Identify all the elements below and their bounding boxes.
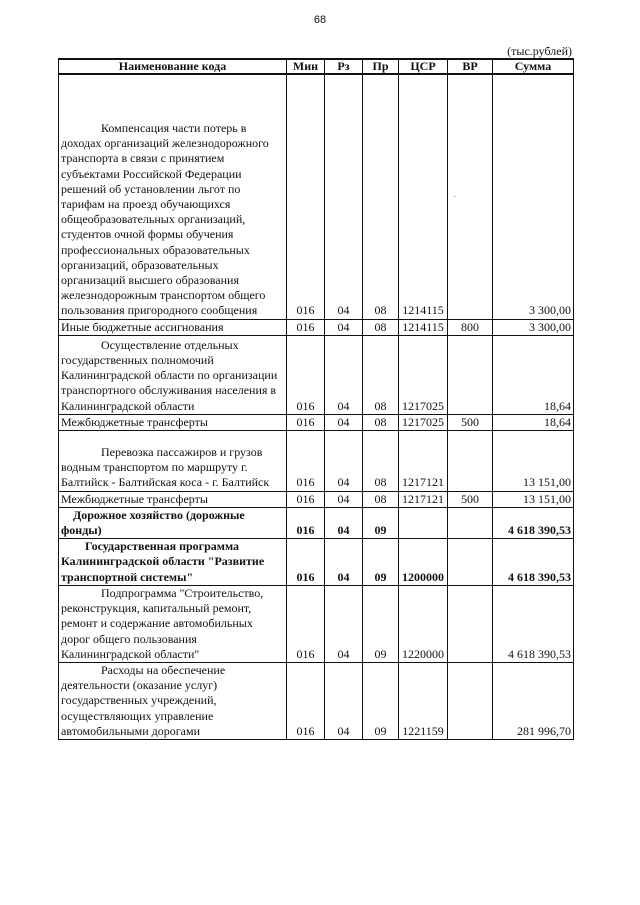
row-name: Перевозка пассажиров и грузов водным транспортом по маршруту г. Балтийск - Балтийская коса - г. Балтийск (59, 431, 287, 492)
row-rz: 04 (325, 414, 363, 430)
row-rz: 04 (325, 491, 363, 507)
row-rz: 04 (325, 431, 363, 492)
row-name: Межбюджетные трансферты (59, 491, 287, 507)
row-rz: 04 (325, 74, 363, 319)
row-csr: 1217121 (399, 431, 448, 492)
row-pr: 09 (363, 539, 399, 586)
row-name: Государственная программа Калининградской области "Развитие транспортной системы" (59, 539, 287, 586)
row-min: 016 (287, 585, 325, 662)
row-vr: 500 (448, 414, 493, 430)
row-pr: 08 (363, 335, 399, 414)
row-rz: 04 (325, 507, 363, 538)
row-sum: 3 300,00 (493, 74, 574, 319)
row-sum: 4 618 390,53 (493, 585, 574, 662)
row-min: 016 (287, 74, 325, 319)
row-pr: 08 (363, 431, 399, 492)
row-min: 016 (287, 414, 325, 430)
col-header-csr: ЦСР (399, 59, 448, 74)
col-header-rz: Рз (325, 59, 363, 74)
row-pr: 09 (363, 585, 399, 662)
table-row (59, 507, 574, 538)
col-header-sum: Сумма (493, 59, 574, 74)
row-sum: 13 151,00 (493, 491, 574, 507)
row-csr: 1217025 (399, 335, 448, 414)
row-sum: 4 618 390,53 (493, 539, 574, 586)
row-csr: 1200000 (399, 539, 448, 586)
row-pr: 08 (363, 491, 399, 507)
col-header-name: Наименование кода (59, 59, 287, 74)
row-name: Осуществление отдельных государственных полномочий Калининградской области по организации транспортного обслуживания населения в Калининградской области (59, 335, 287, 414)
row-rz: 04 (325, 539, 363, 586)
row-sum: 18,64 (493, 414, 574, 430)
row-min: 016 (287, 539, 325, 586)
row-pr: 08 (363, 319, 399, 335)
table-row (59, 662, 574, 739)
row-sum: 13 151,00 (493, 431, 574, 492)
row-csr: 1221159 (399, 662, 448, 739)
col-header-min: Мин (287, 59, 325, 74)
row-name: Расходы на обеспечение деятельности (оказание услуг) государственных учреждений, осуществляющих управление автомобильными дорогами (59, 662, 287, 739)
table-row (59, 74, 574, 319)
row-name: Подпрограмма "Строительство, реконструкция, капитальный ремонт, ремонт и содержание автомобильных дорог общего пользования Калининградской области" (59, 585, 287, 662)
row-min: 016 (287, 507, 325, 538)
row-sum: 18,64 (493, 335, 574, 414)
table-row (59, 491, 574, 507)
row-vr: 500 (448, 491, 493, 507)
units-label: (тыс.рублей) (507, 44, 572, 58)
row-vr (448, 662, 493, 739)
row-csr (399, 507, 448, 538)
col-header-vr: ВР (448, 59, 493, 74)
row-rz: 04 (325, 335, 363, 414)
row-sum: 281 996,70 (493, 662, 574, 739)
row-vr (448, 431, 493, 492)
scan-speck: · (453, 192, 457, 203)
row-vr (448, 585, 493, 662)
row-csr: 1214115 (399, 74, 448, 319)
table-row (59, 414, 574, 430)
row-pr: 08 (363, 414, 399, 430)
page-number: 68 (313, 14, 327, 26)
row-csr: 1214115 (399, 319, 448, 335)
header-row (59, 59, 574, 74)
row-vr (448, 507, 493, 538)
row-vr (448, 74, 493, 319)
row-sum: 3 300,00 (493, 319, 574, 335)
row-rz: 04 (325, 662, 363, 739)
row-csr: 1217121 (399, 491, 448, 507)
row-vr (448, 539, 493, 586)
row-csr: 1220000 (399, 585, 448, 662)
table-row (59, 431, 574, 492)
row-pr: 08 (363, 74, 399, 319)
row-min: 016 (287, 319, 325, 335)
table-row (59, 335, 574, 414)
table-row (59, 585, 574, 662)
budget-table (58, 58, 574, 740)
row-name: Компенсация части потерь в доходах организаций железнодорожного транспорта в связи с принятием субъектами Российской Федерации решений об установлении льгот по тарифам на проезд обучающихся общеобразовательных организаций, студентов очной формы обучения профессиональных образовательных организаций, образовательных организаций высшего образования железнодорожным транспортом общего пользования пригородного сообщения (59, 74, 287, 319)
row-vr (448, 335, 493, 414)
row-name: Иные бюджетные ассигнования (59, 319, 287, 335)
row-min: 016 (287, 491, 325, 507)
col-header-pr: Пр (363, 59, 399, 74)
table-row (59, 319, 574, 335)
row-min: 016 (287, 662, 325, 739)
row-rz: 04 (325, 319, 363, 335)
row-name: Дорожное хозяйство (дорожные фонды) (59, 507, 287, 538)
row-vr: 800 (448, 319, 493, 335)
row-sum: 4 618 390,53 (493, 507, 574, 538)
row-csr: 1217025 (399, 414, 448, 430)
row-min: 016 (287, 431, 325, 492)
row-pr: 09 (363, 507, 399, 538)
row-min: 016 (287, 335, 325, 414)
row-pr: 09 (363, 662, 399, 739)
row-name: Межбюджетные трансферты (59, 414, 287, 430)
table-row (59, 539, 574, 586)
row-rz: 04 (325, 585, 363, 662)
